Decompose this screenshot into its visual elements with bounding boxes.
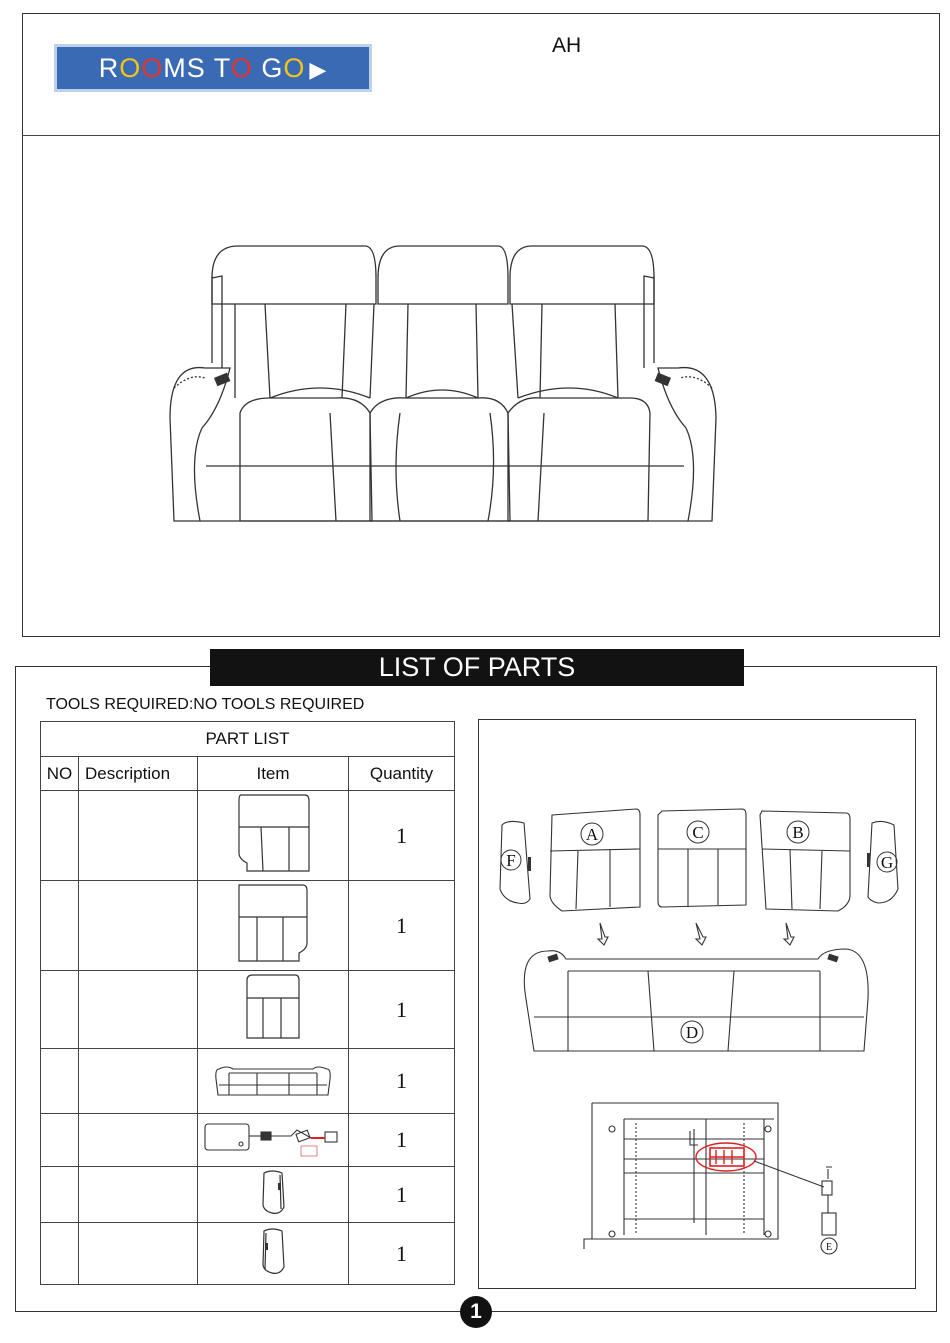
row-no <box>41 1049 79 1114</box>
right-back-icon <box>233 881 313 965</box>
row-description <box>79 1114 198 1167</box>
row-description <box>79 881 198 971</box>
label-g: G <box>880 853 894 872</box>
table-row <box>41 1114 455 1167</box>
label-c: C <box>692 823 704 842</box>
underside-frame <box>584 1103 778 1249</box>
sofa-base-icon <box>213 1059 333 1099</box>
table-row <box>41 1167 455 1223</box>
column-no: NO <box>41 757 79 791</box>
label-a: A <box>585 825 599 844</box>
table-row <box>41 791 455 881</box>
power-adapter-icon <box>201 1116 345 1160</box>
row-no <box>41 1114 79 1167</box>
brand-logo <box>54 44 372 92</box>
row-no <box>41 971 79 1049</box>
label-d: D <box>685 1023 699 1042</box>
assembly-diagram <box>478 719 916 1289</box>
part-list-table <box>40 721 455 1285</box>
column-description: Description <box>79 757 198 791</box>
row-no <box>41 1167 79 1223</box>
back-cushion-b <box>760 811 850 911</box>
row-no <box>41 881 79 971</box>
row-description <box>79 1223 198 1285</box>
product-code: AH <box>552 34 582 57</box>
left-arm-cover-icon <box>258 1167 288 1217</box>
table-row <box>41 971 455 1049</box>
label-f: F <box>506 851 516 870</box>
table-row <box>41 881 455 971</box>
page-number: 1 <box>460 1296 492 1328</box>
logo-wordmark: ROOMS TO GO ▶ <box>98 52 328 83</box>
header-divider <box>22 135 940 136</box>
column-item: Item <box>198 757 349 791</box>
row-quantity: 1 <box>349 791 455 881</box>
row-quantity: 1 <box>349 1223 455 1285</box>
row-description <box>79 971 198 1049</box>
row-no <box>41 791 79 881</box>
row-quantity: 1 <box>349 971 455 1049</box>
row-quantity: 1 <box>349 1167 455 1223</box>
adapter-e <box>754 1161 837 1254</box>
row-description <box>79 1167 198 1223</box>
center-back-icon <box>241 972 305 1042</box>
right-arm-cover-icon <box>258 1225 288 1277</box>
table-row <box>41 1223 455 1285</box>
column-quantity: Quantity <box>349 757 455 791</box>
row-quantity: 1 <box>349 881 455 971</box>
row-description <box>79 791 198 881</box>
row-quantity: 1 <box>349 1114 455 1167</box>
sofa-illustration <box>160 238 730 533</box>
label-e: E <box>825 1242 833 1253</box>
table-title: PART LIST <box>41 722 455 757</box>
left-back-icon <box>233 791 313 875</box>
row-no <box>41 1223 79 1285</box>
table-row <box>41 1049 455 1114</box>
list-of-parts-banner: LIST OF PARTS <box>210 649 744 686</box>
row-description <box>79 1049 198 1114</box>
label-b: B <box>792 823 804 842</box>
tools-required: TOOLS REQUIRED:NO TOOLS REQUIRED <box>46 696 365 713</box>
row-quantity: 1 <box>349 1049 455 1114</box>
